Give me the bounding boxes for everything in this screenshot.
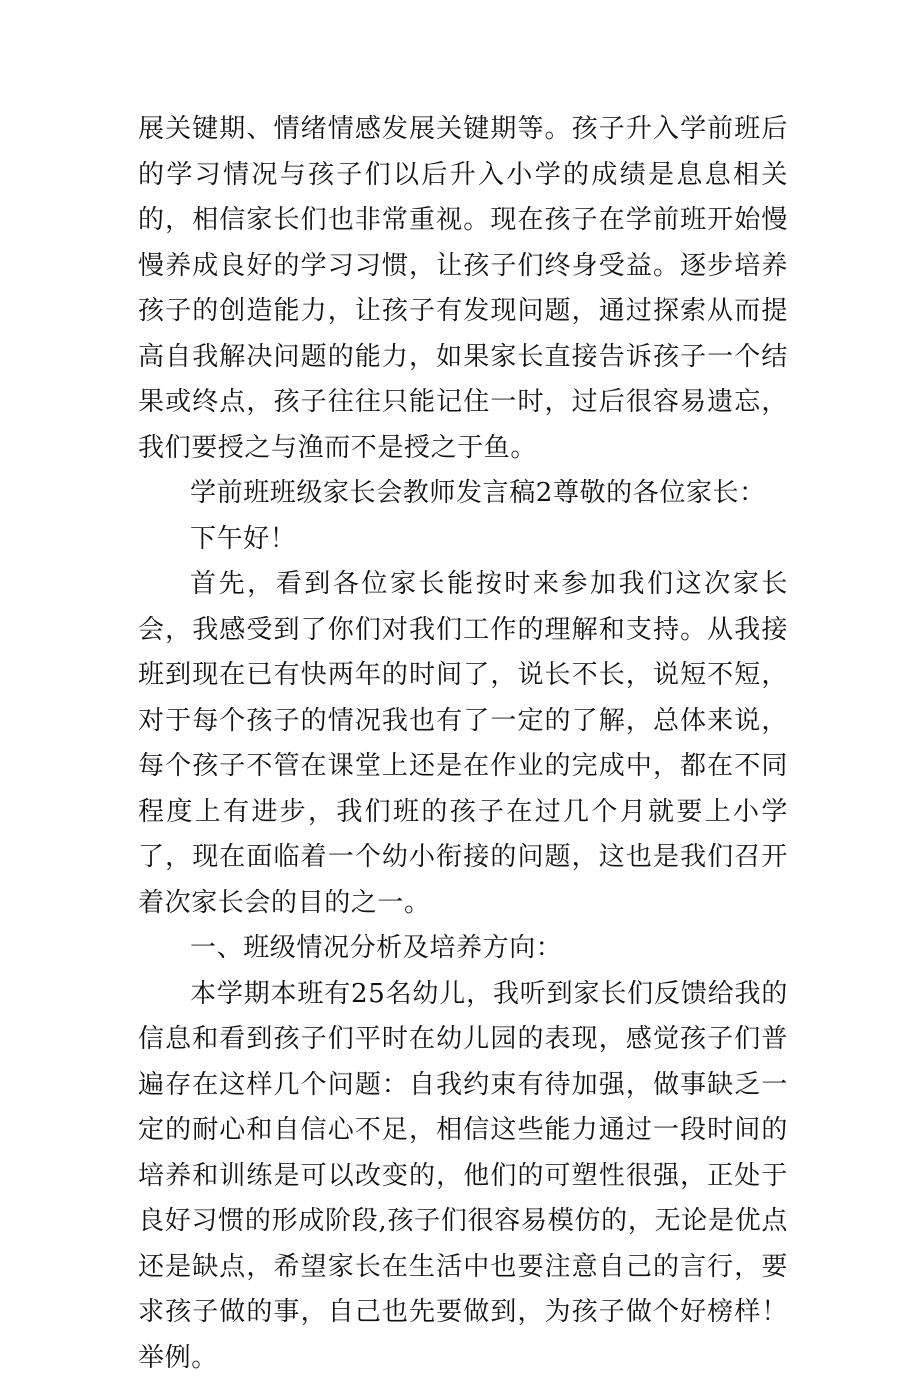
section-heading-class-analysis: 一、班级情况分析及培养方向： bbox=[138, 926, 788, 972]
paragraph-speech-title: 学前班班级家长会教师发言稿2尊敬的各位家长： bbox=[138, 471, 788, 517]
paragraph-class-analysis: 本学期本班有25名幼儿，我听到家长们反馈给我的信息和看到孩子们平时在幼儿园的表现，感觉孩子们普遍存在这样几个问题：自我约束有待加强，做事缺乏一定的耐心和自信心不足，相信这些能力通过一段时间的培养和训练是可以改变的，他们的可塑性很强，正处于良好习惯的形成阶段,孩子们很容易模仿的，无论是优点还是缺点，希望家长在生活中也要注意自己的言行，要求孩子做的事，自己也先要做到，为孩子做个好榜样！举例。 bbox=[138, 972, 788, 1381]
document-body bbox=[138, 107, 788, 1381]
paragraph-greeting: 下午好！ bbox=[138, 517, 788, 563]
paragraph-continuation: 展关键期、情绪情感发展关键期等。孩子升入学前班后的学习情况与孩子们以后升入小学的成绩是息息相关的，相信家长们也非常重视。现在孩子在学前班开始慢慢养成良好的学习习惯，让孩子们终身受益。逐步培养孩子的创造能力，让孩子有发现问题，通过探索从而提高自我解决问题的能力，如果家长直接告诉孩子一个结果或终点，孩子往往只能记住一时，过后很容易遗忘，我们要授之与渔而不是授之于鱼。 bbox=[138, 107, 788, 471]
paragraph-opening: 首先，看到各位家长能按时来参加我们这次家长会，我感受到了你们对我们工作的理解和支持。从我接班到现在已有快两年的时间了，说长不长，说短不短，对于每个孩子的情况我也有了一定的了解，总体来说，每个孩子不管在课堂上还是在作业的完成中，都在不同程度上有进步，我们班的孩子在过几个月就要上小学了，现在面临着一个幼小衔接的问题，这也是我们召开着次家长会的目的之一。 bbox=[138, 562, 788, 926]
